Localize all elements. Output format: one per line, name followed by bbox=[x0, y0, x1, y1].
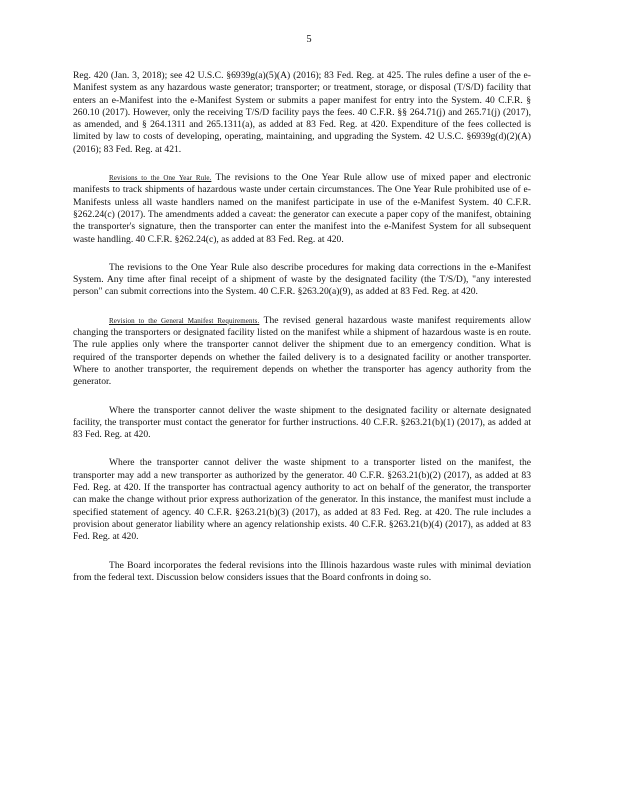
document-body bbox=[73, 70, 531, 584]
paragraph-text: Where the transporter cannot deliver the waste shipment to a transporter listed on the manifest, the transporter may add a new transporter as authorized by the generator. 40 C.F.R. §263.21(b)(2) (2017), as added at 83 Fed. Reg. at 420. If the transporter has contractual agency authority to act on behalf of the generator, the transporter can make the change without prior express authorization of the generator. In this instance, the manifest must include a specified statement of agency. 40 C.F.R. §263.21(b)(3) (2017), as added at 83 Fed. Reg. at 420. The rule includes a provision about generator liability where an agency relationship exists. 40 C.F.R. §263.21(b)(4) (2017), as added at 83 Fed. Reg. at 420. bbox=[73, 457, 531, 543]
paragraph-board-incorporation bbox=[73, 560, 531, 585]
paragraph-data-corrections bbox=[73, 262, 531, 299]
paragraph-text: The Board incorporates the federal revisions into the Illinois hazardous waste rules with minimal deviation from the federal text. Discussion below considers issues that the Board confronts in doing so. bbox=[73, 559, 531, 583]
section-heading-general-manifest: Revision to the General Manifest Requirements. bbox=[109, 316, 260, 325]
page-number: 5 bbox=[306, 34, 312, 45]
paragraph-general-manifest bbox=[73, 315, 531, 389]
paragraph-text: Reg. 420 (Jan. 3, 2018); see 42 U.S.C. §6939g(a)(5)(A) (2016); 83 Fed. Reg. at 425. The rules define a user of the e-Manifest system as any hazardous waste generator; transporter; or treatment, storage, or disposal (T/S/D) facility that enters an e-Manifest into the e-Manifest System or submits a paper manifest for entry into the System. 40 C.F.R. § 260.10 (2017). However, only the receiving T/S/D facility pays the fees. 40 C.F.R. §§ 264.71(j) and 265.71(j) (2017), as amended, and § 264.1311 and 265.1311(a), as added at 83 Fed. Reg. at 420. Expenditure of the fees collected is limited by law to costs of developing, operating, maintaining, and upgrading the System. 42 U.S.C. §6939g(d)(2)(A) (2016); 83 Fed. Reg. at 421. bbox=[73, 70, 531, 155]
paragraph-new-transporter bbox=[73, 457, 531, 543]
paragraph-text: The revised general hazardous waste manifest requirements allow changing the transporters or designated facility listed on the manifest while a shipment of hazardous waste is en route. The rule applies only where the transporter cannot deliver the shipment due to an emergency condition. What is required of the transporter depends on whether the failed delivery is to a designated facility or another transporter. Where to another transporter, the requirement depends on whether the transporter has agency authority from the generator. bbox=[73, 314, 531, 388]
paragraph-designated-facility bbox=[73, 405, 531, 442]
paragraph-e-manifest-fees bbox=[73, 70, 531, 156]
paragraph-text: Where the transporter cannot deliver the waste shipment to the designated facility or alternate designated facility, the transporter must contact the generator for further instructions. 40 C.F.R. §263.21(b)(1) (2017), as added at 83 Fed. Reg. at 420. bbox=[73, 404, 531, 441]
paragraph-text: The revisions to the One Year Rule allow use of mixed paper and electronic manifests to track shipments of hazardous waste under certain circumstances. The One Year Rule prohibited use of e-Manifests unless all waste handlers named on the manifest participate in use of the e-Manifest System. 40 C.F.R. §262.24(c) (2017). The amendments added a caveat: the generator can execute a paper copy of the manifest, obtaining the transporter's signature, then the transporter can enter the manifest into the e-Manifest System for all subsequent waste handling. 40 C.F.R. §262.24(c), as added at 83 Fed. Reg. at 420. bbox=[73, 172, 531, 245]
paragraph-text: The revisions to the One Year Rule also describe procedures for making data corrections in the e-Manifest System. Any time after final receipt of a shipment of waste by the designated facility (the T/S/D), "any interested person" can submit corrections into the System. 40 C.F.R. §263.20(a)(9), as added at 83 Fed. Reg. at 420. bbox=[73, 261, 531, 298]
paragraph-one-year-rule bbox=[73, 172, 531, 246]
section-heading-one-year-rule: Revisions to the One Year Rule. bbox=[109, 174, 212, 183]
